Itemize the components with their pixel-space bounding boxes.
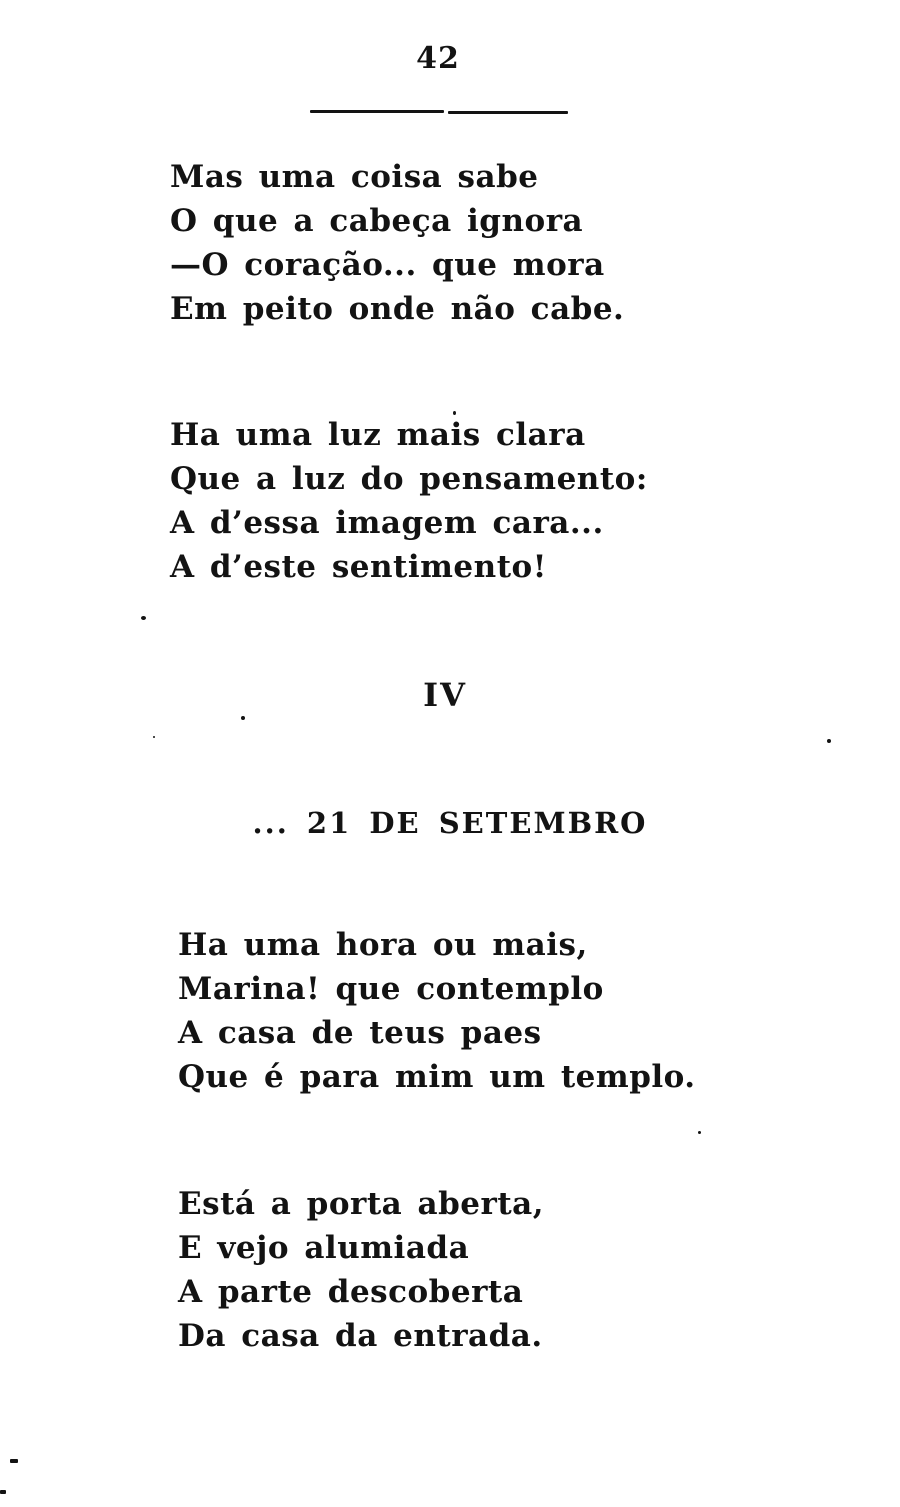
header-rule-left-segment: [310, 110, 444, 113]
poem-line: Está a porta aberta,: [178, 1186, 545, 1222]
stanza-2: [170, 413, 648, 589]
scan-speck: [10, 1459, 18, 1463]
scan-speck: [827, 739, 831, 743]
header-rule-right-segment: [448, 111, 568, 114]
scan-speck: [0, 1490, 6, 1494]
scan-speck: [241, 716, 245, 720]
poem-line: A parte descoberta: [178, 1274, 524, 1310]
section-heading: IV: [423, 676, 467, 714]
poem-line: Da casa da entrada.: [178, 1318, 543, 1354]
poem-line: A d’essa imagem cara...: [170, 505, 604, 541]
scan-speck: [141, 616, 146, 620]
poem-line: —O coração... que mora: [170, 247, 605, 283]
poem-line: Em peito onde não cabe.: [170, 291, 625, 327]
poem-line: Que a luz do pensamento:: [170, 461, 648, 497]
section-subtitle: ... 21 DE SETEMBRO: [252, 806, 648, 840]
page-number: 42: [416, 41, 460, 76]
scan-speck: [698, 1131, 701, 1134]
poem-line: O que a cabeça ignora: [170, 203, 584, 239]
stanza-1: [170, 155, 624, 331]
poem-line: Ha uma luz mais clara: [170, 417, 586, 453]
poem-line: Ha uma hora ou mais,: [178, 927, 588, 963]
poem-line: Marina! que contemplo: [178, 971, 604, 1007]
stanza-4: [178, 1182, 544, 1358]
poem-line: A casa de teus paes: [178, 1015, 542, 1051]
poem-line: Que é para mim um templo.: [178, 1059, 696, 1095]
poem-line: Mas uma coisa sabe: [170, 159, 539, 195]
poem-line: E vejo alumiada: [178, 1230, 470, 1266]
scan-speck: [453, 411, 456, 415]
stanza-3: [178, 923, 696, 1099]
scan-speck: [153, 736, 155, 738]
poem-line: A d’este sentimento!: [170, 549, 547, 585]
header-rule: [310, 110, 568, 114]
